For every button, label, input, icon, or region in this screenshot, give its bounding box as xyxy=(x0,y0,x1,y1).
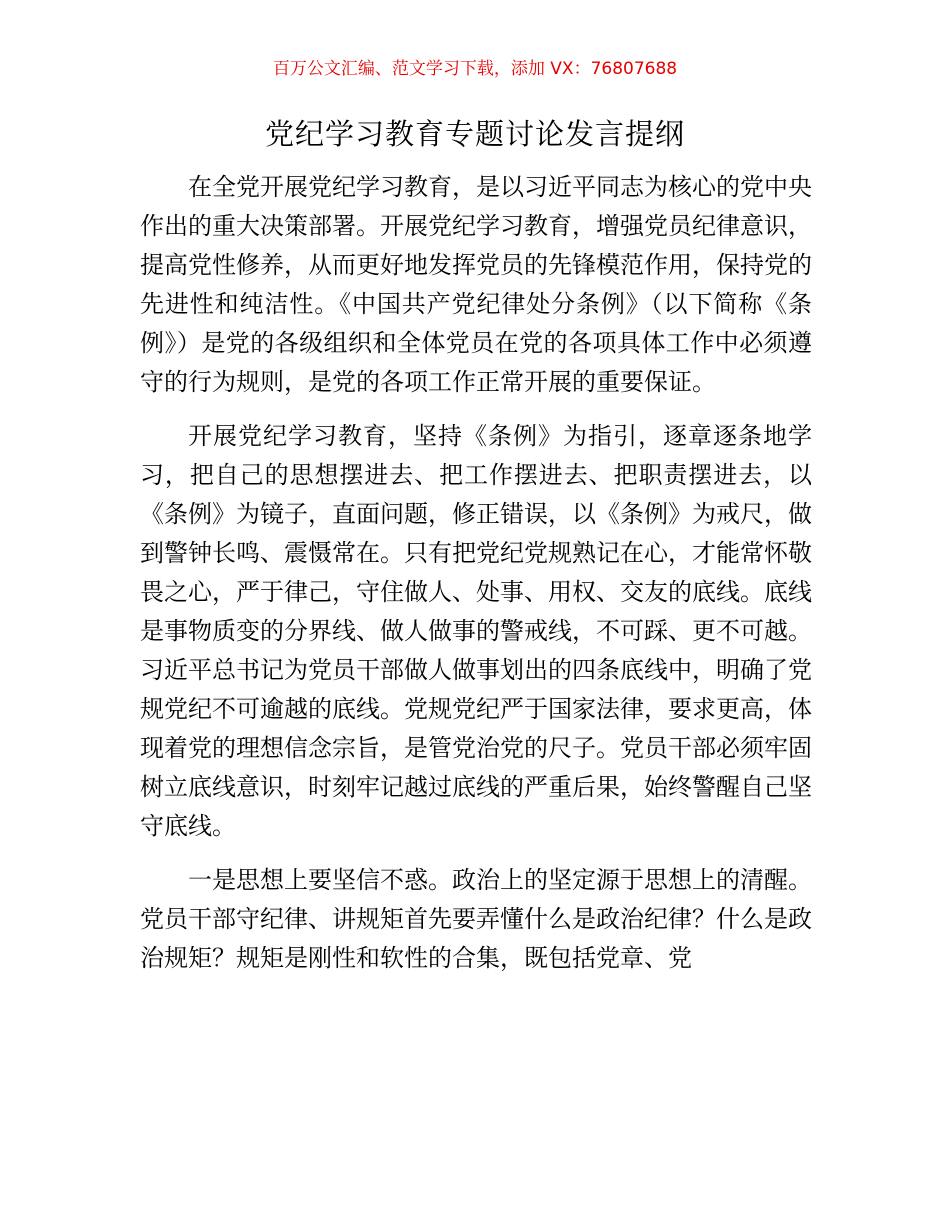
document-body xyxy=(140,168,812,993)
paragraph-1: 在全党开展党纪学习教育，是以习近平同志为核心的党中央作出的重大决策部署。开展党纪学习教育，增强党员纪律意识，提高党性修养，从而更好地发挥党员的先锋模范作用，保持党的先进性和纯洁性。《中国共产党纪律处分条例》（以下简称《条例》）是党的各级组织和全体党员在党的各项具体工作中必须遵守的行为规则，是党的各项工作正常开展的重要保证。 xyxy=(140,173,812,396)
paragraph-3: 一是思想上要坚信不惑。政治上的坚定源于思想上的清醒。党员干部守纪律、讲规矩首先要弄懂什么是政治纪律？什么是政治规矩？规矩是刚性和软性的合集，既包括党章、党 xyxy=(140,866,812,972)
watermark-header: 百万公文汇编、范文学习下载，添加 VX：76807688 xyxy=(272,59,678,79)
document-title: 党纪学习教育专题讨论发言提纲 xyxy=(264,117,685,151)
paragraph-2: 开展党纪学习教育，坚持《条例》为指引，逐章逐条地学习，把自己的思想摆进去、把工作摆进去、把职责摆进去，以《条例》为镜子，直面问题，修正错误，以《条例》为戒尺，做到警钟长鸣、震慑常在。只有把党纪党规熟记在心，才能常怀敬畏之心，严于律己，守住做人、处事、用权、交友的底线。底线是事物质变的分界线、做人做事的警戒线，不可踩、更不可越。习近平总书记为党员干部做人做事划出的四条底线中，明确了党规党纪不可逾越的底线。党规党纪严于国家法律，要求更高，体现着党的理想信念宗旨，是管党治党的尺子。党员干部必须牢固树立底线意识，时刻牢记越过底线的严重后果，始终警醒自己坚守底线。 xyxy=(140,422,812,840)
